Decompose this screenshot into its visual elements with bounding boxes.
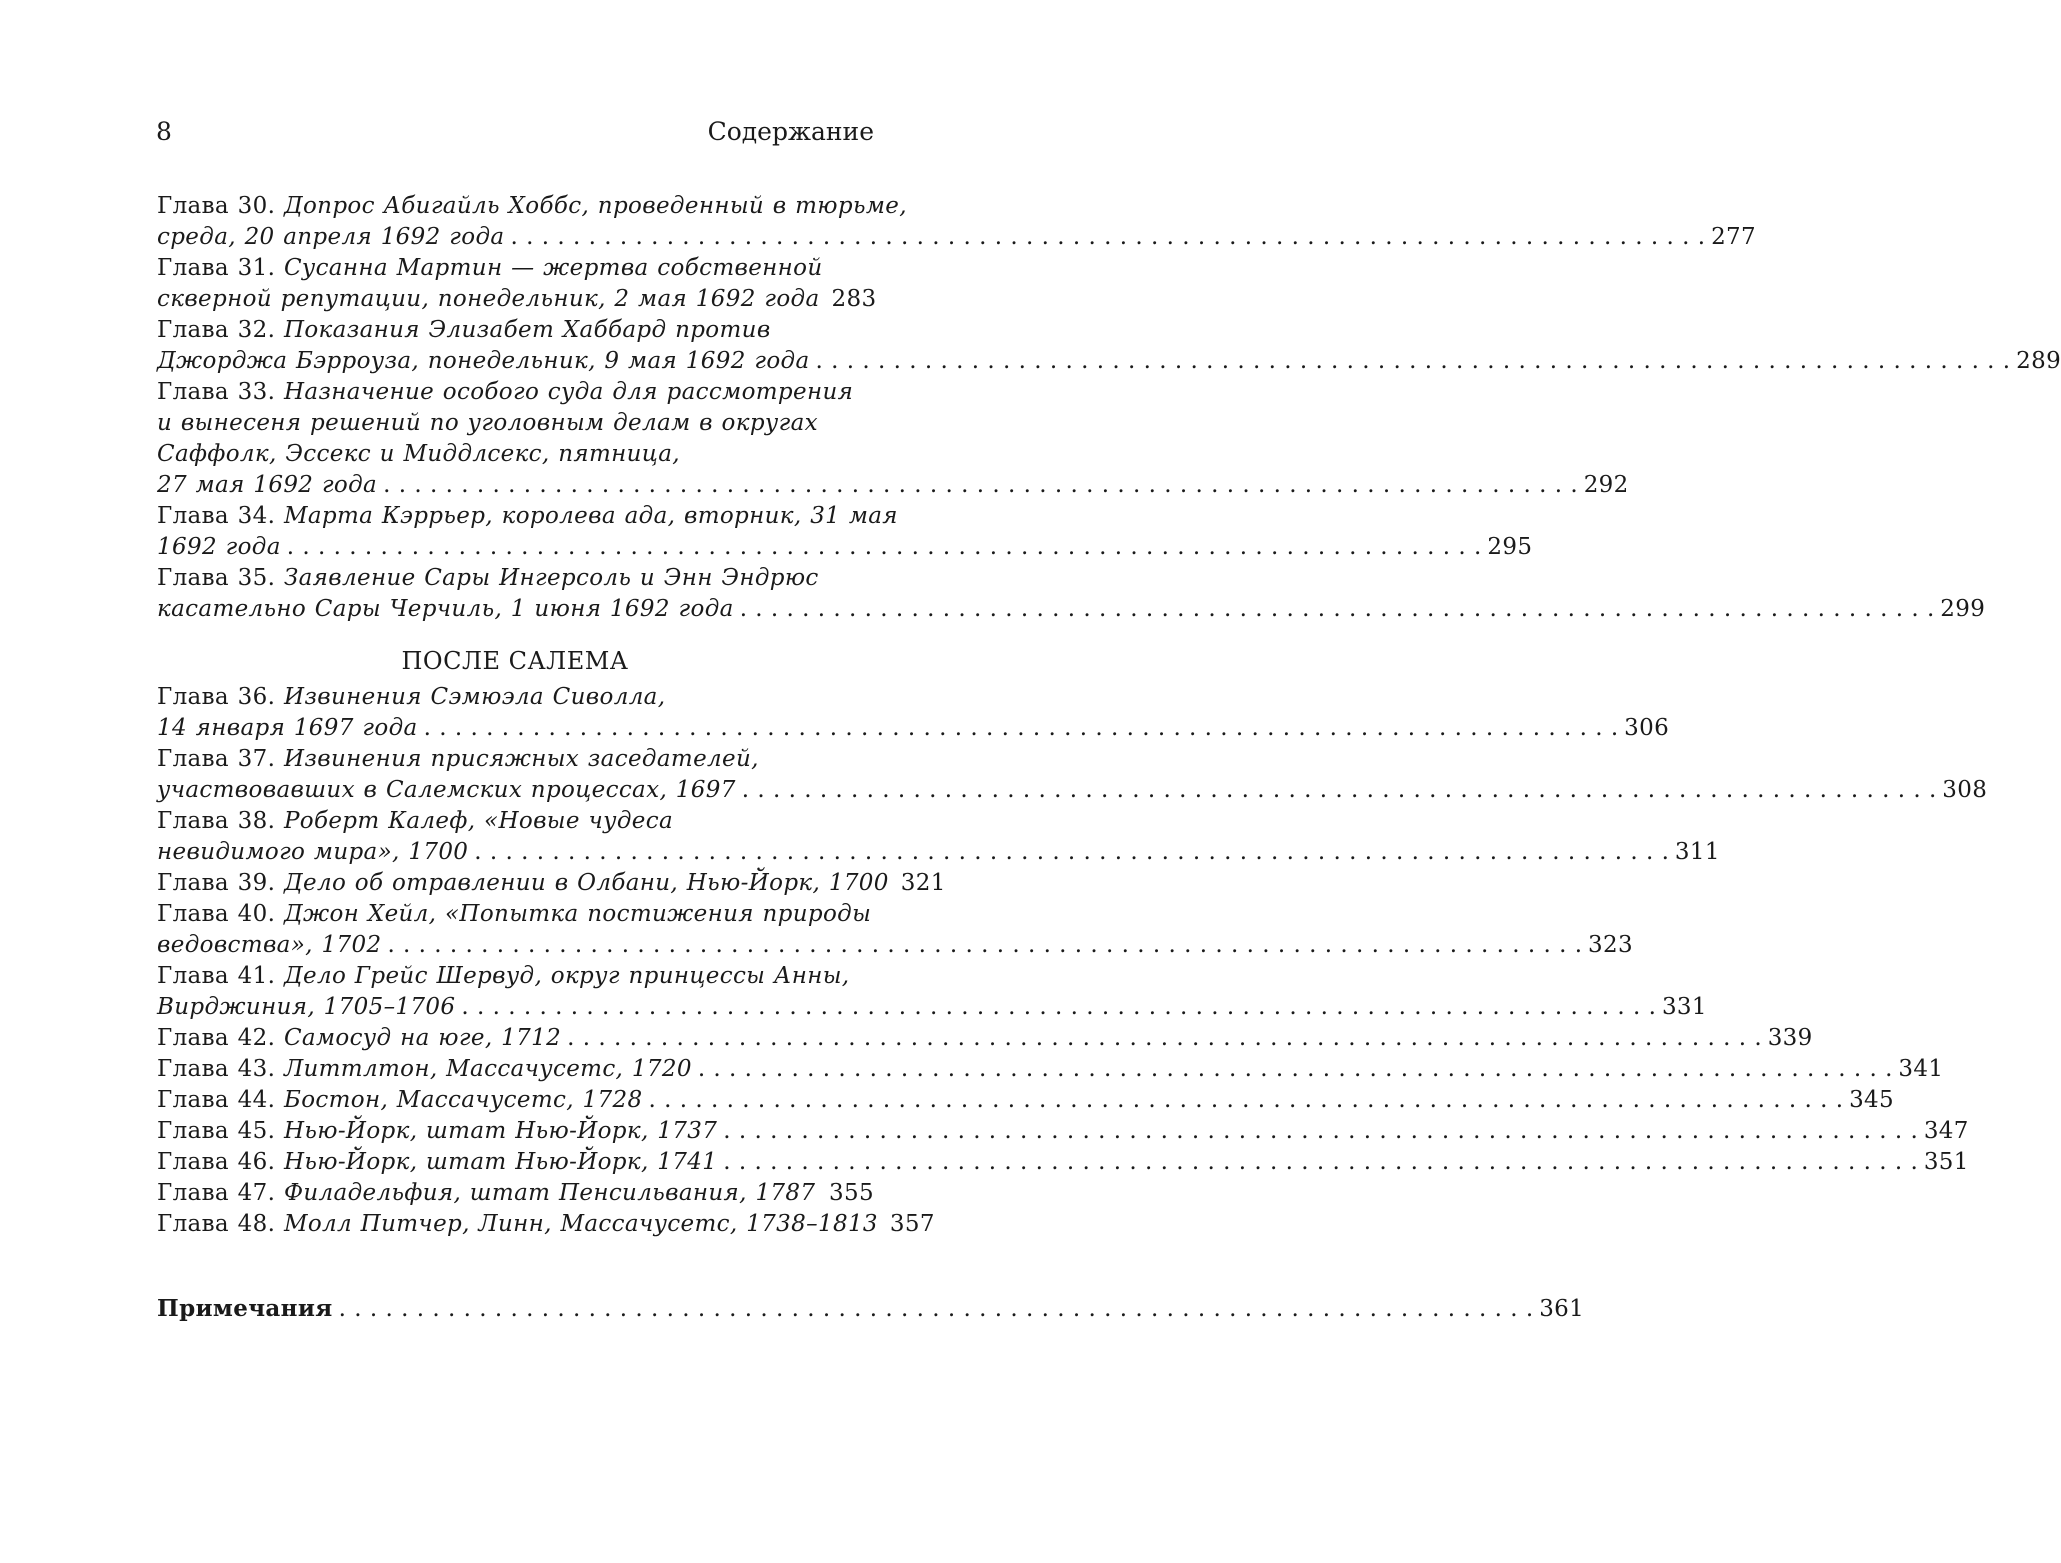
chapter-title-line: Сусанна Мартин — жертва собственной	[283, 255, 823, 281]
toc-entry-32[interactable]	[157, 315, 2061, 377]
page-ref: 351	[1923, 1149, 1969, 1175]
page-ref: 341	[1898, 1056, 1944, 1082]
dot-leader	[742, 775, 1937, 806]
page-ref: 306	[1624, 715, 1670, 741]
chapter-label: Глава 44.	[157, 1087, 276, 1113]
chapter-label: Глава 30.	[157, 193, 276, 219]
page-ref: 277	[1711, 224, 1757, 250]
chapter-title-line: Самосуд на юге, 1712	[283, 1025, 562, 1051]
chapter-label: Глава 37.	[157, 746, 276, 772]
chapter-title-line: Саффолк, Эссекс и Миддлсекс, пятница,	[157, 441, 680, 467]
chapter-title-line: среда, 20 апреля 1692 года	[157, 224, 505, 250]
chapter-title-line: Вирджиния, 1705–1706	[157, 994, 456, 1020]
page-ref: 361	[1539, 1296, 1585, 1322]
chapter-label: Глава 35.	[157, 565, 276, 591]
chapter-title-line: Заявление Сары Ингерсоль и Энн Эндрюс	[283, 565, 819, 591]
toc-entry-39[interactable]	[157, 868, 946, 899]
chapter-title-line: Марта Кэррьер, королева ада, вторник, 31 мая	[283, 503, 898, 529]
dot-leader	[821, 1178, 823, 1209]
chapter-title-line: Нью-Йорк, штат Нью-Йорк, 1737	[283, 1118, 718, 1144]
chapter-title-line: 1692 года	[157, 534, 281, 560]
toc-block-1	[157, 191, 2061, 625]
chapter-label: Глава 33.	[157, 379, 276, 405]
page-ref: 292	[1583, 472, 1629, 498]
chapter-label: Глава 42.	[157, 1025, 276, 1051]
dot-leader	[474, 837, 1669, 868]
page-ref: 299	[1940, 596, 1986, 622]
chapter-title-line: Дело Грейс Шервуд, округ принцессы Анны,	[283, 963, 850, 989]
chapter-title-line: Джон Хейл, «Попытка постижения природы	[283, 901, 872, 927]
chapter-label: Глава 40.	[157, 901, 276, 927]
dot-leader	[740, 594, 1935, 625]
toc-entry-36[interactable]	[157, 682, 1670, 744]
dot-leader	[339, 1294, 1534, 1325]
page-ref: 321	[900, 870, 946, 896]
page-ref: 347	[1923, 1118, 1969, 1144]
page-ref: 295	[1487, 534, 1533, 560]
chapter-label: Глава 38.	[157, 808, 276, 834]
chapter-label: Глава 31.	[157, 255, 276, 281]
page-ref: 331	[1661, 994, 1707, 1020]
chapter-title-line: 14 января 1697 года	[157, 715, 418, 741]
running-title: Содержание	[707, 117, 874, 146]
chapter-title-line: Нью-Йорк, штат Нью-Йорк, 1741	[283, 1149, 718, 1175]
chapter-title-line: Джорджа Бэрроуза, понедельник, 9 мая 1692 года	[157, 348, 810, 374]
toc-entry-41[interactable]	[157, 961, 1707, 1023]
toc-entry-30[interactable]	[157, 191, 1757, 253]
toc-entry-33[interactable]	[157, 377, 1629, 501]
toc-entry-47[interactable]	[157, 1178, 874, 1209]
dot-leader	[723, 1116, 1918, 1147]
chapter-title-line: Роберт Калеф, «Новые чудеса	[283, 808, 674, 834]
dot-leader	[461, 992, 1656, 1023]
page-ref: 339	[1767, 1025, 1813, 1051]
toc-block-notes	[157, 1293, 1585, 1324]
dot-leader	[510, 222, 1705, 253]
chapter-title-line: Показания Элизабет Хаббард против	[283, 317, 771, 343]
page-ref: 357	[889, 1211, 935, 1237]
page-ref: 283	[831, 286, 877, 312]
toc-entry-38[interactable]	[157, 806, 1720, 868]
chapter-title-line: Бостон, Массачусетс, 1728	[283, 1087, 643, 1113]
chapter-label: Глава 46.	[157, 1149, 276, 1175]
chapter-title-line: Литтлтон, Массачусетс, 1720	[283, 1056, 692, 1082]
chapter-title-line: участвовавших в Салемских процессах, 1697	[157, 777, 736, 803]
dot-leader	[424, 713, 1619, 744]
chapter-title-line: Филадельфия, штат Пенсильвания, 1787	[283, 1180, 816, 1206]
page-number: 8	[156, 117, 172, 146]
toc-entry-45[interactable]	[157, 1116, 1969, 1147]
toc-entry-46[interactable]	[157, 1147, 1969, 1178]
toc-entry-31[interactable]	[157, 253, 877, 315]
chapter-title-line: Извинения Сэмюэла Сиволла,	[283, 684, 666, 710]
chapter-title-line: и вынесеня решений по уголовным делам в округах	[157, 410, 818, 436]
chapter-label: Глава 41.	[157, 963, 276, 989]
chapter-title-line: Назначение особого суда для рассмотрения	[283, 379, 854, 405]
chapter-title-line: невидимого мира», 1700	[157, 839, 469, 865]
dot-leader	[383, 470, 1578, 501]
dot-leader	[698, 1054, 1893, 1085]
dot-leader	[723, 1147, 1918, 1178]
toc-block-2	[157, 682, 1988, 1240]
chapter-title-line: касательно Сары Черчиль, 1 июня 1692 года	[157, 596, 734, 622]
dot-leader	[816, 346, 2011, 377]
chapter-label: Глава 48.	[157, 1211, 276, 1237]
chapter-label: Глава 45.	[157, 1118, 276, 1144]
chapter-title-line: Допрос Абигайль Хоббс, проведенный в тюрьме,	[283, 193, 907, 219]
dot-leader	[648, 1085, 1843, 1116]
page-ref: 355	[829, 1180, 874, 1206]
chapter-label: Глава 47.	[157, 1180, 276, 1206]
chapter-label: Глава 34.	[157, 503, 276, 529]
toc-entry-42[interactable]	[157, 1023, 1813, 1054]
chapter-title-line: скверной репутации, понедельник, 2 мая 1692 года	[157, 286, 820, 312]
dot-leader	[567, 1023, 1762, 1054]
toc-entry-40[interactable]	[157, 899, 1633, 961]
page-ref: 289	[2016, 348, 2061, 374]
toc-entry-44[interactable]	[157, 1085, 1895, 1116]
chapter-title-line: Молл Питчер, Линн, Массачусетс, 1738–1813	[283, 1211, 878, 1237]
toc-entry-35[interactable]	[157, 563, 1986, 625]
chapter-title-line: 27 мая 1692 года	[157, 472, 378, 498]
toc-entry-43[interactable]	[157, 1054, 1944, 1085]
chapter-label: Глава 43.	[157, 1056, 276, 1082]
dot-leader	[287, 532, 1482, 563]
page-ref: 323	[1588, 932, 1633, 958]
toc-entry-notes[interactable]	[157, 1293, 1585, 1324]
chapter-label: Глава 36.	[157, 684, 276, 710]
section-heading: ПОСЛЕ САЛЕМА	[401, 647, 629, 675]
page-ref: 345	[1849, 1087, 1895, 1113]
chapter-title-line: Дело об отравлении в Олбани, Нью-Йорк, 1700	[283, 870, 889, 896]
dot-leader	[387, 930, 1582, 961]
chapter-label: Глава 39.	[157, 870, 276, 896]
chapter-title-line: ведовства», 1702	[157, 932, 382, 958]
chapter-label: Глава 32.	[157, 317, 276, 343]
page-ref: 308	[1942, 777, 1988, 803]
notes-label: Примечания	[157, 1295, 333, 1322]
toc-entry-37[interactable]	[157, 744, 1988, 806]
chapter-title-line: Извинения присяжных заседателей,	[283, 746, 759, 772]
page-ref: 311	[1674, 839, 1720, 865]
toc-entry-48[interactable]	[157, 1209, 935, 1240]
toc-entry-34[interactable]	[157, 501, 1533, 563]
